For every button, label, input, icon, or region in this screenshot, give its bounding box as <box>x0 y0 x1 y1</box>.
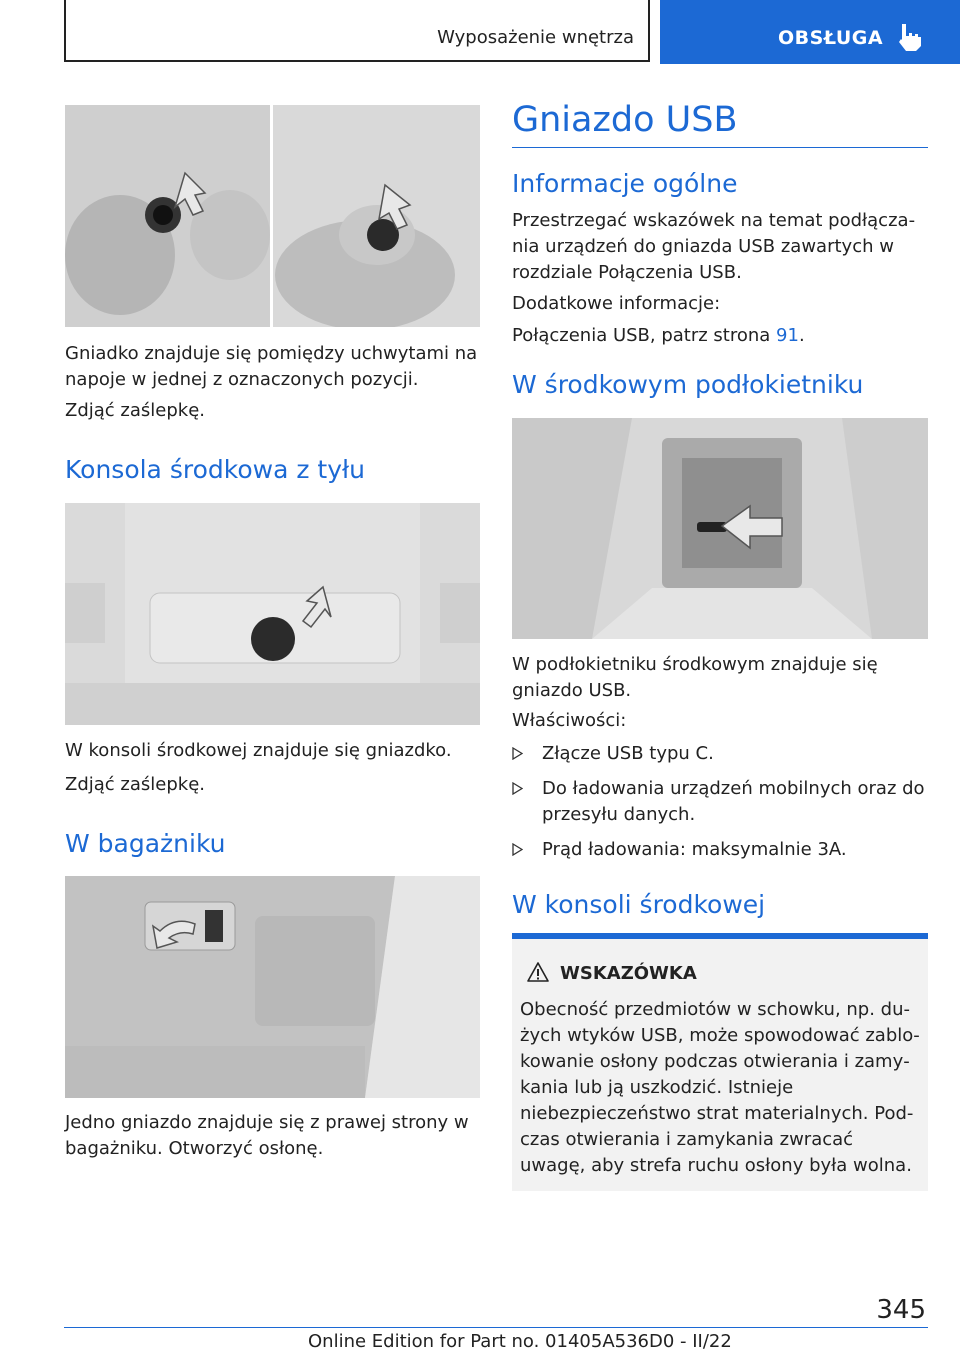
caption-rear-console: W konsoli środkowej znajduje się gniazdko. <box>65 740 452 761</box>
info-ref-text: Połączenia USB, patrz strona <box>512 325 777 346</box>
list-item: Złącze USB typu C. <box>512 741 928 767</box>
section-header <box>64 0 650 62</box>
trunk-photo <box>65 876 480 1098</box>
edition-footer: Online Edition for Part no. 01405A536D0 - II/22 <box>308 1331 732 1352</box>
caption-remove-cap-2: Zdjąć zaślepkę. <box>65 774 205 795</box>
chapter-title: OBSŁUGA <box>778 27 884 49</box>
info-paragraph-1: Przestrzegać wskazówek na temat podłączania urządzeń do gniazda USB zawartych w rozdziale Połączenia USB. <box>512 210 916 283</box>
heading-general-info: Informacje ogólne <box>512 169 738 198</box>
page-number: 345 <box>876 1295 926 1325</box>
warning-triangle-icon <box>526 961 550 983</box>
page-title: Gniazdo USB <box>512 100 738 140</box>
heading-armrest: W środkowym podłokietniku <box>512 370 864 399</box>
rear-console-photo <box>65 503 480 725</box>
section-title: Wyposażenie wnętrza <box>437 27 634 48</box>
armrest-photo <box>512 418 928 639</box>
caption-remove-cap-1: Zdjąć zaślepkę. <box>65 400 205 421</box>
heading-center-console: W konsoli środkowej <box>512 890 766 919</box>
properties-list <box>512 741 928 872</box>
caption-armrest: W podłokietniku środkowym znajduje się gniazdo USB. <box>512 654 878 701</box>
heading-trunk: W bagażniku <box>65 829 226 858</box>
title-divider <box>512 147 928 148</box>
chapter-tab[interactable] <box>660 0 960 64</box>
footer-divider <box>64 1327 928 1328</box>
triangle-bullet-icon <box>512 843 523 856</box>
info-paragraph-3 <box>512 323 928 349</box>
hand-pointer-icon <box>896 22 924 52</box>
triangle-bullet-icon <box>512 782 523 795</box>
caption-trunk: Jedno gniazdo znajduje się z prawej strony w bagażniku. Otworzyć osłonę. <box>65 1112 469 1159</box>
warning-title: WSKAZÓWKA <box>560 963 697 984</box>
info-ref-end: . <box>798 325 805 346</box>
page-91-link[interactable]: 91 <box>776 325 799 346</box>
warning-text: Obecność przedmiotów w schowku, np. dużych wtyków USB, może spowodować zablokowanie osłony podczas otwierania i zamykania lub ją uszkodzić. Istnieje niebezpieczeństwo strat materialnych. Podczas otwierania i zamykania zwracać uwagę, aby strefa ruchu osłony była wolna. <box>520 999 920 1176</box>
warning-box <box>512 933 928 1191</box>
properties-label: Właściwości: <box>512 710 627 731</box>
triangle-bullet-icon <box>512 747 523 760</box>
cupholder-photo <box>65 105 480 327</box>
list-item: Do ładowania urządzeń mobilnych oraz do przesyłu danych. <box>512 776 928 828</box>
caption-cupholder: Gniadko znajduje się pomiędzy uchwytami na napoje w jednej z oznaczonych pozycji. <box>65 343 478 390</box>
list-item: Prąd ładowania: maksymalnie 3A. <box>512 837 928 863</box>
heading-rear-console: Konsola środkowa z tyłu <box>65 455 365 484</box>
info-paragraph-2: Dodatkowe informacje: <box>512 293 721 314</box>
